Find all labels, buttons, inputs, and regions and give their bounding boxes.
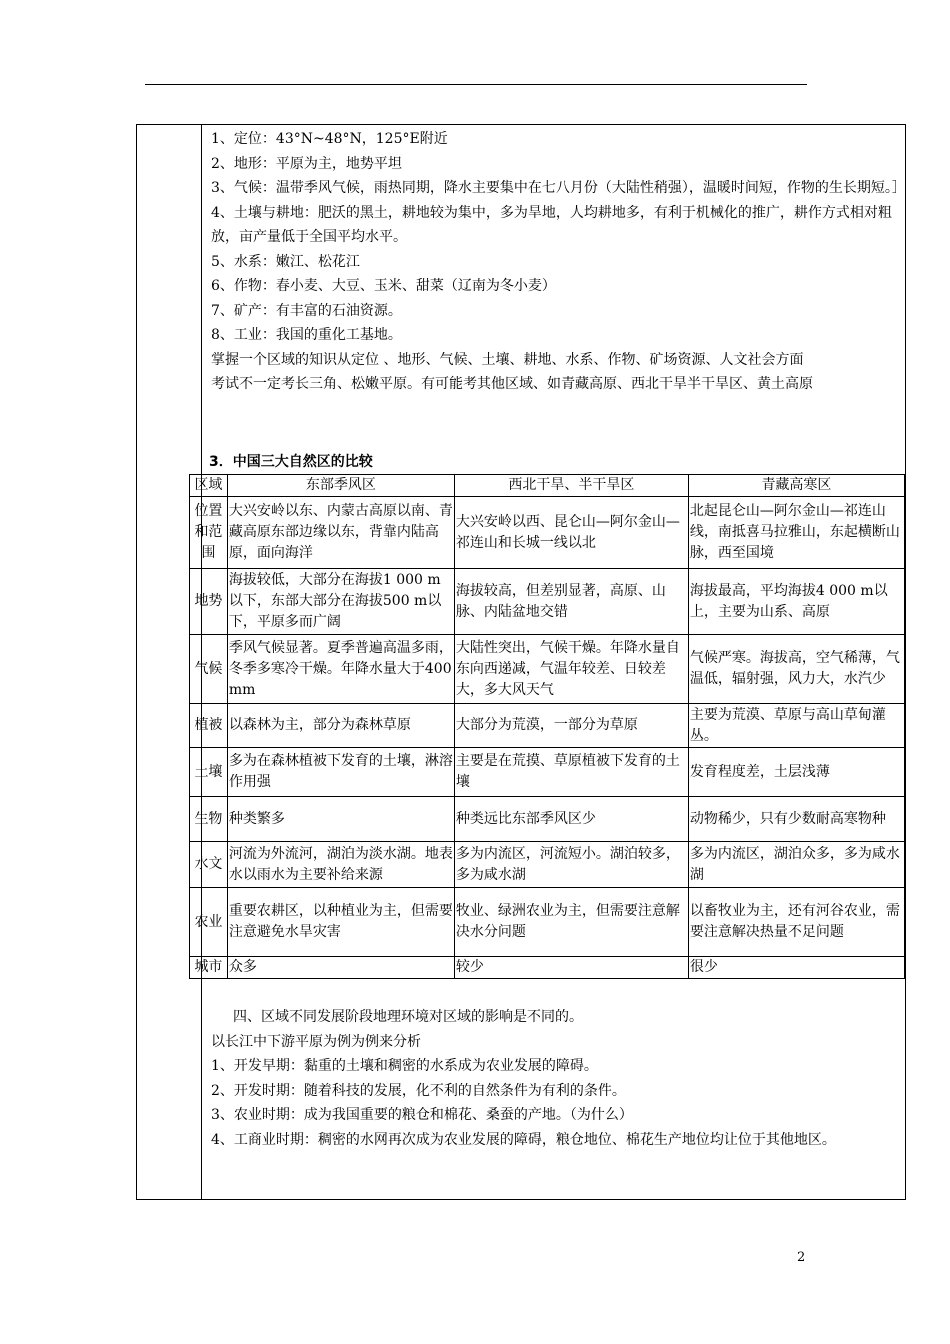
top-notes [211,127,906,397]
note-minerals: 7、矿产：有丰富的石油资源。 [211,302,402,319]
note-location: 1、定位：43°N~48°N，125°E附近 [211,131,448,147]
cell-tibet: 动物稀少，只有少数耐高寒物种 [688,797,904,842]
note-method: 掌握一个区域的知识从定位 、地形、气候、土壤、耕地、水系、作物、矿场资源、人文社会方面 [211,351,804,368]
cell-northwest: 种类远比东部季风区少 [454,797,688,842]
row-label: 水文 [190,842,228,888]
table-row [190,748,905,797]
cell-northwest: 较少 [454,957,688,979]
row-label: 农业 [190,888,228,957]
note-climate: 3、气候：温带季风气候，雨热同期，降水主要集中在七八月份（大陆性稍强），温暖时间短，作物的生长期短。］ [211,180,906,196]
section-title: 3．中国三大自然区的比较 [209,454,373,470]
cell-east: 海拔较低，大部分在海拔1 000 m以下，东部大部分在海拔500 m以下，平原多而广阔 [227,569,454,635]
cell-northwest: 海拔较高，但差别显著，高原、山脉、内陆盆地交错 [454,569,688,635]
table-row [190,888,905,957]
table-row [190,635,905,704]
table-header-row [190,475,905,497]
cell-tibet: 很少 [688,957,904,979]
cell-tibet: 以畜牧业为主，还有河谷农业，需要注意解决热量不足问题 [688,888,904,957]
cell-east: 多为在森林植被下发育的土壤，淋溶作用强 [227,748,454,797]
table-row [190,842,905,888]
cell-tibet: 北起昆仑山—阿尔金山—祁连山线，南抵喜马拉雅山，东起横断山脉，西至国境 [688,497,904,569]
note-industry: 8、工业：我国的重化工基地。 [211,327,402,343]
note-section-four: 四、区域不同发展阶段地理环境对区域的影响是不同的。 [233,1009,583,1025]
row-label: 位置和范围 [190,497,228,569]
cell-east: 众多 [227,957,454,979]
header-rule [145,84,807,85]
page-number: 2 [797,1250,806,1265]
note-soil: 4、土壤与耕地：肥沃的黑土，耕地较为集中，多为旱地，人均耕地多，有利于机械化的推广，耕作方式相对粗放，亩产量低于全国平均水平。 [211,204,892,245]
header-region: 区域 [190,475,228,497]
note-crops: 6、作物：春小麦、大豆、玉米、甜菜（辽南为冬小麦） [211,278,556,294]
table-row [190,497,905,569]
row-label: 植被 [190,704,228,748]
note-industry-stage: 4、工商业时期：稠密的水网再次成为农业发展的障碍，粮仓地位、棉花生产地位均让位于其他地区。 [211,1131,836,1148]
row-label: 城市 [190,957,228,979]
outer-table [136,124,906,1200]
note-development-stage: 2、开发时期：随着科技的发展，化不利的自然条件为有利的条件。 [211,1082,626,1099]
note-terrain: 2、地形：平原为主，地势平坦 [211,155,402,172]
table-row [190,704,905,748]
cell-tibet: 发育程度差，土层浅薄 [688,748,904,797]
cell-northwest: 大部分为荒漠，一部分为草原 [454,704,688,748]
header-northwest: 西北干旱、半干旱区 [454,475,688,497]
row-label: 土壤 [190,748,228,797]
table-row [190,957,905,979]
bottom-notes [211,1005,899,1152]
cell-east: 大兴安岭以东、内蒙古高原以南、青藏高原东部边缘以东，背靠内陆高原，面向海洋 [227,497,454,569]
table-row [190,569,905,635]
cell-east: 以森林为主，部分为森林草原 [227,704,454,748]
cell-east: 种类繁多 [227,797,454,842]
note-rivers: 5、水系：嫩江、松花江 [211,253,360,270]
cell-northwest: 主要是在荒摸、草原植被下发育的土壤 [454,748,688,797]
cell-tibet: 海拔最高，平均海拔4 000 m以上，主要为山系、高原 [688,569,904,635]
row-label: 地势 [190,569,228,635]
comparison-table [189,474,905,979]
cell-tibet: 气候严寒。海拔高，空气稀薄，气温低，辐射强，风力大，水汽少 [688,635,904,704]
cell-northwest: 多为内流区，河流短小。湖泊较多，多为咸水湖 [454,842,688,888]
row-label: 生物 [190,797,228,842]
note-agriculture-stage: 3、农业时期：成为我国重要的粮仓和棉花、桑蚕的产地。（为什么） [211,1107,633,1123]
header-east: 东部季风区 [227,475,454,497]
note-exam: 考试不一定考长三角、松嫩平原。有可能考其他区域、如青藏高原、西北干旱半干旱区、黄土高原 [211,376,813,392]
cell-tibet: 主要为荒漠、草原与高山草甸灌丛。 [688,704,904,748]
table-row [190,797,905,842]
note-example: 以长江中下游平原为例为例来分析 [211,1033,421,1050]
cell-northwest: 大兴安岭以西、昆仑山—阿尔金山—祁连山和长城一线以北 [454,497,688,569]
row-label: 气候 [190,635,228,704]
cell-northwest: 大陆性突出，气候干燥。年降水量自东向西递减，气温年较差、日较差大，多大风天气 [454,635,688,704]
cell-east: 季风气候显著。夏季普遍高温多雨，冬季多寒冷干燥。年降水量大于400 mm [227,635,454,704]
cell-tibet: 多为内流区，湖泊众多，多为咸水湖 [688,842,904,888]
cell-northwest: 牧业、绿洲农业为主，但需要注意解决水分问题 [454,888,688,957]
note-early-stage: 1、开发早期：黏重的土壤和稠密的水系成为农业发展的障碍。 [211,1058,598,1074]
cell-east: 河流为外流河，湖泊为淡水湖。地表水以雨水为主要补给来源 [227,842,454,888]
header-tibet: 青藏高寒区 [688,475,904,497]
cell-east: 重要农耕区，以种植业为主，但需要注意避免水旱灾害 [227,888,454,957]
